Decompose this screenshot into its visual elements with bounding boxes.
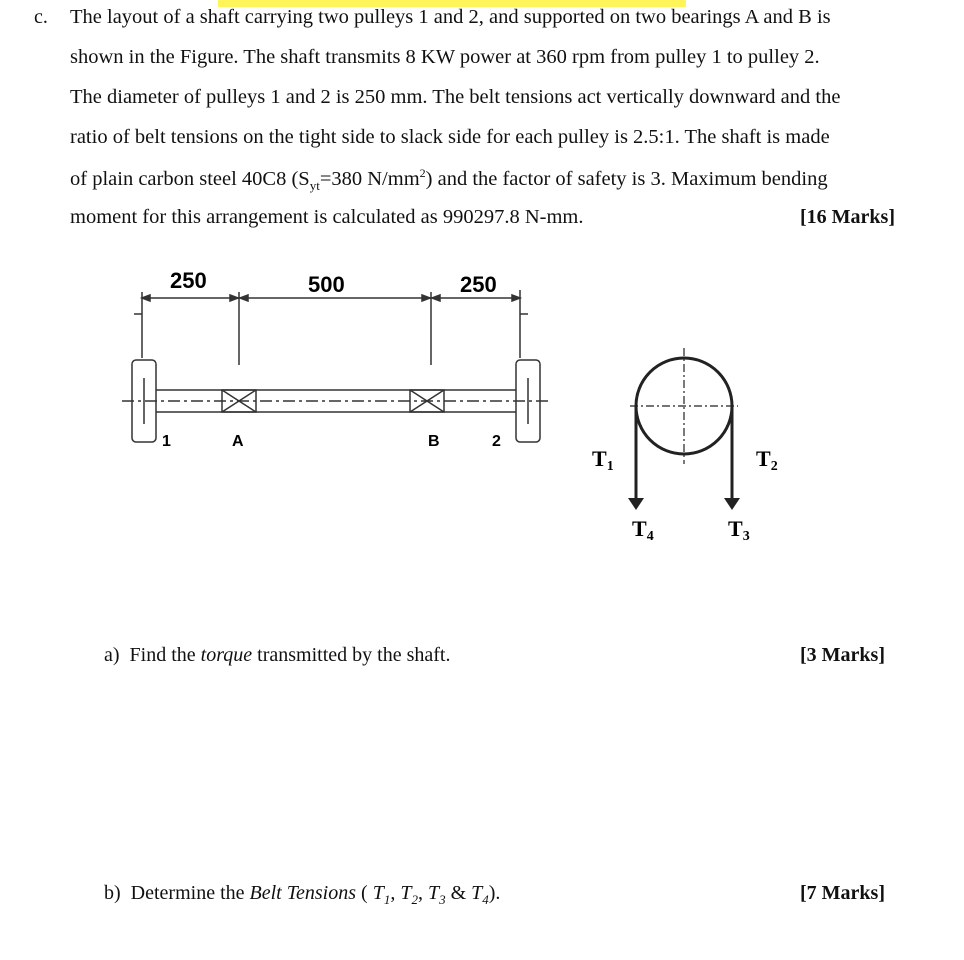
question-line-6: moment for this arrangement is calculated as 990297.8 N-mm. <box>70 206 584 228</box>
dimension-arrow <box>512 295 520 301</box>
dim-left: 250 <box>170 268 207 293</box>
question-line-4: ratio of belt tensions on the tight side to slack side for each pulley is 2.5:1. The shaft is made <box>70 126 830 148</box>
arrow-right <box>724 498 740 510</box>
part-a: a) Find the torque transmitted by the shaft. <box>104 644 451 666</box>
label-bearing-b: B <box>428 433 440 450</box>
label-t3: T3 <box>728 516 750 544</box>
dimension-arrow <box>422 295 430 301</box>
dimension-arrow <box>230 295 238 301</box>
question-line-3: The diameter of pulleys 1 and 2 is 250 mm. The belt tensions act vertically downward and the <box>70 86 841 108</box>
arrow-left <box>628 498 644 510</box>
label-bearing-a: A <box>232 433 244 450</box>
question-line-5: of plain carbon steel 40C8 ($S_{yt}=380$ $N/mm^2$) and the factor of safety is 3. Maximum bending <box>70 166 828 193</box>
label-pulley-1: 1 <box>162 433 171 450</box>
question-line-2: shown in the Figure. The shaft transmits 8 KW power at 360 rpm from pulley 1 to pulley 2. <box>70 46 820 68</box>
dimension-arrow <box>240 295 248 301</box>
part-b-marks: [7 Marks] <box>800 882 885 904</box>
dim-middle: 500 <box>308 272 345 297</box>
label-t2: T2 <box>756 446 778 474</box>
question-marks: [16 Marks] <box>800 206 895 228</box>
label-pulley-2: 2 <box>492 433 501 450</box>
question-line-1 <box>70 6 936 29</box>
question-line-1-text: The layout of a shaft carrying two pulleys 1 and 2, and supported on two bearings A and B is <box>70 6 831 28</box>
dim-right: 250 <box>460 272 497 297</box>
dimension-arrow <box>142 295 150 301</box>
part-b: b) Determine the Belt Tensions ( $T_1$, $T_2$, $T_3$ & $T_4$). <box>104 882 501 907</box>
label-t4: T4 <box>632 516 654 544</box>
question-label: c. <box>34 6 48 28</box>
pulley-belt-figure <box>580 340 800 550</box>
label-t1: T1 <box>592 446 614 474</box>
dimension-arrow <box>432 295 440 301</box>
shaft-figure <box>110 260 570 460</box>
part-a-marks: [3 Marks] <box>800 644 885 666</box>
